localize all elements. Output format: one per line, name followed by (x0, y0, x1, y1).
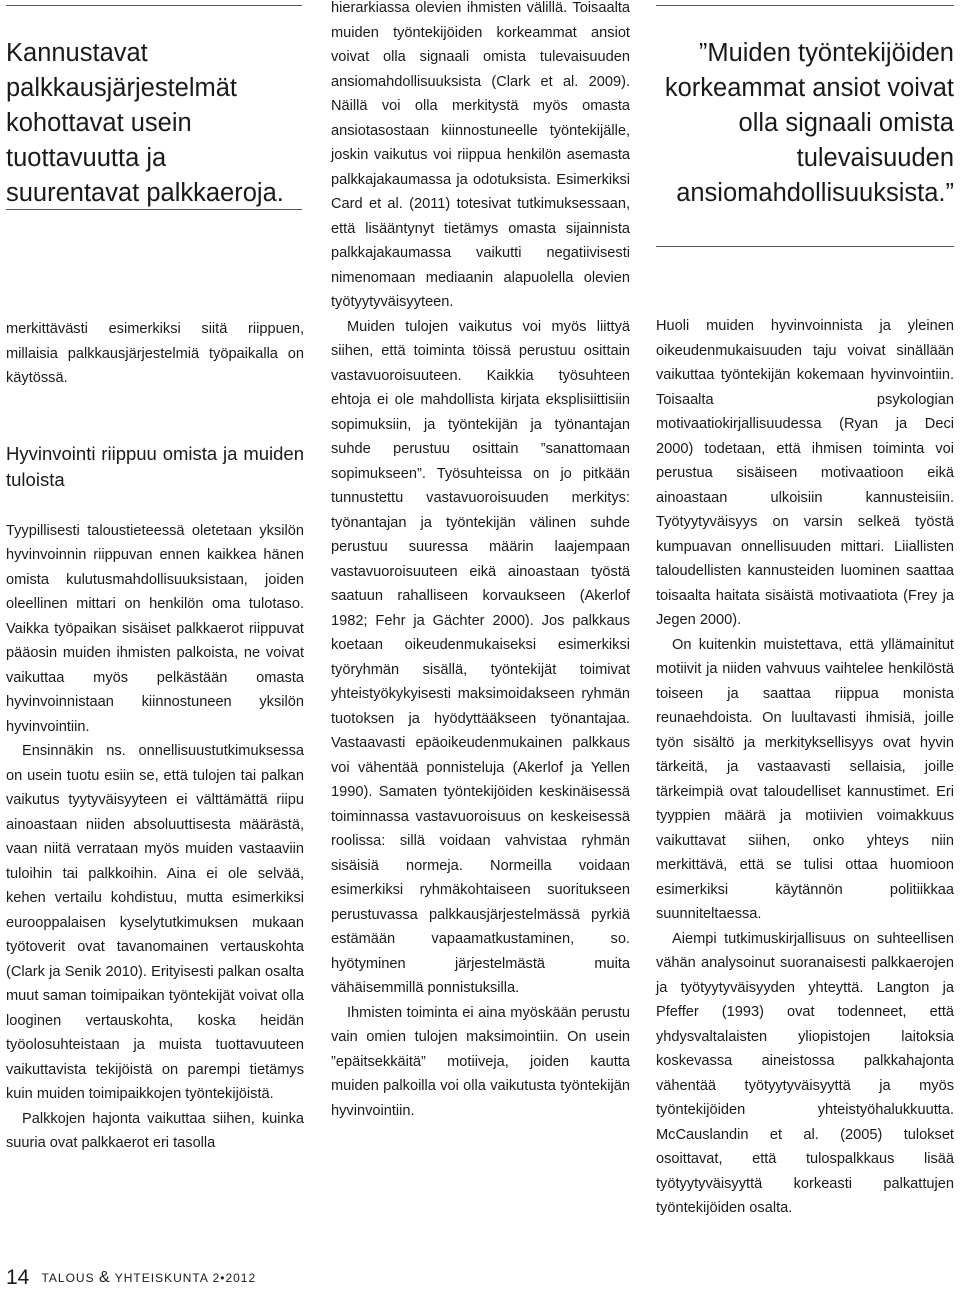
top-rule-left (6, 5, 302, 6)
col3-paragraph-1: Huoli muiden hyvinvoinnista ja yleinen oikeudenmukaisuuden taju voivat sinällään vaikuttaa työntekijän kokemaan hyvinvointiin. Toisaalta psykologian motivaatiokirjallisuudessa (Ryan ja Deci 2000) todetaan, että ihmisen toiminta voi perustua sisäiseen motivaatioon eikä ainoastaan ulkoisiin kannusteisiin. Työtyytyväisyys on varsin selkeä työstä kumpuavan onnellisuuden mittari. Liiallisten taloudellisten kannusteiden luominen saattaa toisaalta haitata sisäistä motivaatiota (Frey ja Jegen 2000). (656, 318, 954, 628)
col3-paragraph-3: Aiempi tutkimuskirjallisuus on suhteellisen vähän analysoinut suoranaisesti palkkaerojen ja työtyytyväisyyden yhteyttä. Langton ja Pfeffer (1993) ovat todenneet, että yhdysvaltalaisten yliopistojen laitoksia koskevassa aineistossa palkkahajonta vähentää työtyytyväisyyttä ja myös työntekijöiden yhteistyöhalukkuutta. McCauslandin et al. (2005) tulokset osoittavat, että tulospalkkaus lisää työtyytyväisyyttä korkeasti palkattujen työntekijöiden osalta. (656, 930, 954, 1216)
col2-paragraph-1: hierarkiassa olevien ihmisten välillä. Toisaalta muiden työntekijöiden korkeammat ansiot voivat olla signaali omista tulevaisuuden ansiomahdollisuuksista (Clark et al. 2009). Näillä voi olla merkitystä myös omasta ansiotasostaan kiinnostuneelle työntekijälle, joskin vaikutus voi riippua henkilön asemasta palkkajakaumassa ja odotuksista. Esimerkiksi Card et al. (2011) totesivat tutkimuksessaan, että lisääntynyt tietämys omasta sijainnista palkkajakaumassa vaikutti negatiivisesti nimenomaan mediaanin alapuolella olevien työtyytyväisyyteen. (331, 0, 630, 310)
page-number: 14 (6, 1266, 30, 1289)
column-3 (656, 314, 954, 1221)
column-2 (331, 0, 630, 1123)
pull-quote-right: ”Muiden työntekijöiden korkeammat ansiot voivat olla signaali omista tulevaisuuden ansiomahdollisuuksista.” (664, 39, 954, 207)
col1-paragraph-3: Palkkojen hajonta vaikuttaa siihen, kuinka suuria ovat palkkaerot eri tasolla (6, 1110, 304, 1151)
issue-number: 2•2012 (212, 1271, 257, 1285)
pull-quote-right-rule (656, 246, 954, 247)
pull-quote-left: Kannustavat palkkausjärjestelmät kohottavat usein tuottavuutta ja suurentavat palkkaeroja. (6, 39, 284, 207)
col3-paragraph-2: On kuitenkin muistettava, että yllämainitut motiivit ja niiden vahvuus vaihtelee henkilöstä toiseen ja saattaa riippua monista reunaehdoista. On luultavasti ihmisiä, joille työn sisältö ja merkityksellisyys ovat hyvin tärkeitä, ja vastaavasti sellaisia, joille tärkeimpiä ovat taloudelliset kannustimet. Eri tyyppien määrä ja motiivien voimakkuus vaikuttavat siihen, onko yhteys niin merkittävä, että se tulisi ottaa huomioon esimerkiksi käytännön politiikkaa suunniteltaessa. (656, 636, 954, 922)
pull-quote-left-rule (6, 209, 302, 210)
col1-intro: merkittävästi esimerkiksi siitä riippuen, millaisia palkkausjärjestelmiä työpaikalla on käytössä. (6, 321, 304, 386)
journal-name-yhteiskunta: YHTEISKUNTA (114, 1271, 209, 1285)
col2-paragraph-2: Muiden tulojen vaikutus voi myös liittyä siihen, että toiminta töissä perustuu osittain vastavuoroisuuteen. Kaikkia työsuhteen ehtoja ei ole mahdollista kirjata eksplisiittisiin sopimuksiin, ja työntekijän ja työnantajan suhde perustuu osittain ”sanattomaan sopimukseen”. Työsuhteissa on jo pitkään tunnustettu vastavuoroisuuden merkitys: työnantajan ja työntekijän välinen suhde perustuu suuressa määrin laajempaan vastavuoroisuuteen eikä ainoastaan työstä saatuun rahalliseen korvaukseen (Akerlof 1982; Fehr ja Gächter 2000). Jos palkkaus koetaan oikeudenmukaiseksi esimerkiksi työryhmän sisällä, työntekijät toimivat yhteistyökykyisesti maksimoidakseen ryhmän tuotoksen ja hyödyttääkseen työnantajaa. Vastaavasti epäoikeudenmukainen palkkaus voi vähentää ponnisteluja (Akerlof ja Yellen 1990). Samaten työntekijöiden keskinäisessä toiminnassa vastavuoroisuus on keskeisessä roolissa: sillä voidaan vahvistaa ryhmän sisäisiä normeja. Normeilla voidaan esimerkiksi ryhmäkohtaiseen suoritukseen perustuvassa palkkausjärjestelmässä pyrkiä estämään vapaamatkustaminen, so. hyötyminen järjestelmästä muita vähäisemmillä ponnistuksilla. (331, 318, 630, 996)
pull-quote-left-container (6, 36, 304, 211)
col1-paragraph-1: Tyypillisesti taloustieteessä oletetaan yksilön hyvinvoinnin riippuvan ennen kaikkea hänen omista kulutusmahdollisuuksistaan, joiden oleellinen mittari on henkilön oma tulotaso. Vaikka työpaikan sisäiset palkkaerot riippuvat pääosin muiden ihmisten palkoista, ne voivat vaikuttaa myös pelkästään omasta hyvinvoinnistaan kiinnostuneen yksilön hyvinvointiin. (6, 522, 304, 735)
section-heading: Hyvinvointi riippuu omista ja muiden tuloista (6, 442, 304, 490)
journal-name-talous: TALOUS (41, 1271, 95, 1285)
top-rule-right (656, 5, 954, 6)
journal-ampersand: & (98, 1269, 111, 1286)
pull-quote-right-container (656, 36, 954, 211)
col1-paragraph-2: Ensinnäkin ns. onnellisuustutkimuksessa on usein tuotu esiin se, että tulojen tai palkan vaikutus tyytyväisyyteen ei välttämättä riipu ainoastaan niiden absoluuttisesta määrästä, vaan niitä verrataan myös muiden vastaaviin tuloihin tai palkkoihin. Aina ei ole selvää, kehen vertailu kohdistuu, mutta esimerkiksi eurooppalaisen kyselytutkimuksen mukaan työtoverit ovat tavanomainen vertauskohta (Clark ja Senik 2010). Erityisesti palkan osalta muut saman toimipaikan työntekijät voivat olla looginen vertauskohta, koska heidän työolosuhteistaan ja muista tuottavuuteen vaikuttavista tekijöistä on parempi tietämys kuin muiden toimipaikkojen työntekijöistä. (6, 743, 304, 1102)
col2-paragraph-3: Ihmisten toiminta ei aina myöskään perustu vain omien tulojen maksimointiin. On usein ”epäitsekkäitä” motiiveja, joiden kautta muiden palkoilla voi olla vaikutusta työntekijän hyvinvointiin. (331, 1004, 630, 1119)
page-footer (6, 1266, 256, 1290)
column-1 (6, 317, 304, 1156)
